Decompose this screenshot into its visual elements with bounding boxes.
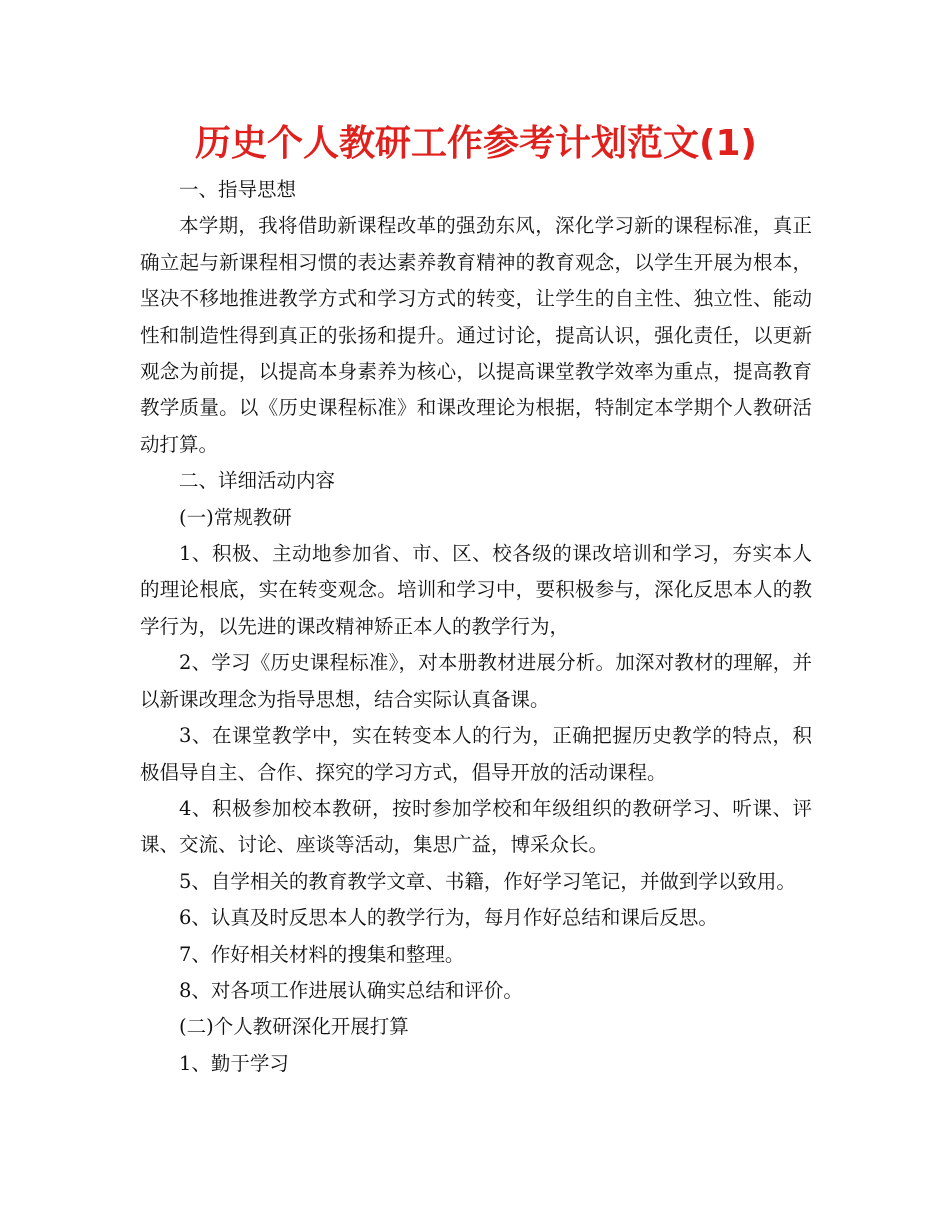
list-item: 6、认真及时反思本人的教学行为，每月作好总结和课后反思。 bbox=[179, 906, 718, 930]
section-heading-guiding-thought: 一、指导思想 bbox=[179, 178, 297, 201]
paragraph-guiding-thought: 本学期，我将借助新课程改革的强劲东风，深化学习新的课程标准，真正确立起与新课程相习惯的表达素养教育精神的教育观念，以学生开展为根本，坚决不移地推进教学方式和学习方式的转变，让学生的自主性、独立性、能动性和制造性得到真正的张扬和提升。通过讨论，提高认识，强化责任，以更新观念为前提，以提高本身素养为核心，以提高课堂教学效率为重点，提高教育教学质量。以《历史课程标准》和课改理论为根据，特制定本学期个人教研活动打算。 bbox=[140, 214, 812, 456]
list-item: 1、勤于学习 bbox=[179, 1051, 289, 1075]
list-item: 5、自学相关的教育教学文章、书籍，作好学习笔记，并做到学以致用。 bbox=[179, 869, 796, 893]
list-item: 4、积极参加校本教研，按时参加学校和年级组织的教研学习、听课、评课、交流、讨论、座谈等活动，集思广益，博采众长。 bbox=[140, 796, 812, 857]
document-title: 历史个人教研工作参考计划范文(1) bbox=[195, 123, 757, 164]
list-item: 1、积极、主动地参加省、市、区、校各级的课改培训和学习，夯实本人的理论根底，实在转变观念。培训和学习中，要积极参与，深化反思本人的教学行为，以先进的课改精神矫正本人的教学行为， bbox=[140, 542, 812, 638]
section-heading-activities: 二、详细活动内容 bbox=[179, 469, 336, 493]
document-page bbox=[140, 118, 812, 1082]
list-item: 7、作好相关材料的搜集和整理。 bbox=[179, 942, 465, 966]
subheading-personal-research: (二)个人教研深化开展打算 bbox=[179, 1015, 409, 1039]
list-item: 3、在课堂教学中，实在转变本人的行为，正确把握历史教学的特点，积极倡导自主、合作、探究的学习方式，倡导开放的活动课程。 bbox=[140, 724, 812, 784]
subheading-routine-research: (一)常规教研 bbox=[179, 505, 292, 529]
list-item: 8、对各项工作进展认确实总结和评价。 bbox=[179, 978, 523, 1002]
list-item: 2、学习《历史课程标准》，对本册教材进展分析。加深对教材的理解，并以新课改理念为指导思想，结合实际认真备课。 bbox=[140, 651, 812, 711]
